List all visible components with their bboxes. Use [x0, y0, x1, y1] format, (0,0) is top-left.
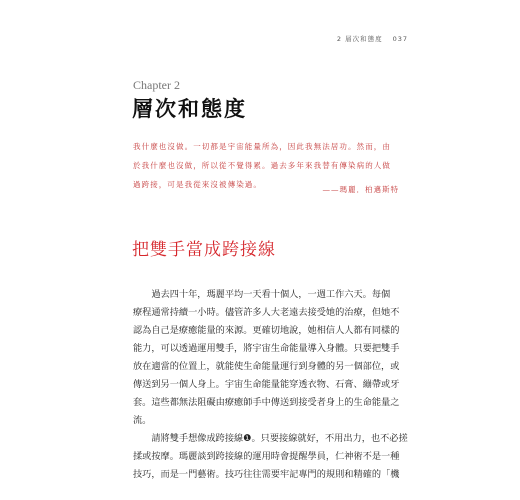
body-line: 認為自己是療癒能量的來源。更確切地說，她相信人人都有同樣的 — [133, 325, 400, 336]
page-number: 037 — [392, 35, 408, 43]
epigraph-line: 我什麼也沒做。一切都是宇宙能量所為，因此我無法居功。然而，由 — [133, 142, 391, 151]
body-line: 療程通常持續一小時。儘管許多人大老遠去接受她的治療，但她不 — [133, 307, 400, 318]
epigraph-line: 於我什麼也沒做，所以從不覺得累。過去多年來我替有傳染病的人做 — [133, 161, 391, 170]
body-line: 流。 — [133, 415, 152, 426]
body-line: 請將雙手想像成跨接線❶。只要接線就好，不用出力，也不必搓 — [133, 433, 408, 444]
running-head — [337, 34, 408, 43]
body-line: 放在適當的位置上，就能使生命能量運行到身體的另一個部位，或 — [133, 361, 400, 372]
body-line: 過去四十年，瑪麗平均一天看十個人，一週工作六天。每個 — [133, 289, 391, 300]
epigraph-line: 過跨接，可是我從來沒被傳染過。 — [133, 180, 262, 189]
body-line: 套。這些都無法阻礙由療癒師手中傳送到接受者身上的生命能量之 — [133, 397, 400, 408]
chapter-label: Chapter 2 — [133, 78, 180, 92]
body-line: 傳送到另一個人身上。宇宙生命能量能穿透衣物、石膏、繃帶或牙 — [133, 379, 400, 390]
body-line: 能力，可以透過運用雙手，將宇宙生命能量導入身體。只要把雙手 — [133, 343, 400, 354]
running-head-chapter: 2 層次和態度 — [336, 35, 383, 43]
section-heading: 把雙手當成跨接線 — [132, 240, 276, 260]
chapter-title: 層次和態度 — [132, 97, 247, 121]
epigraph-attribution: ——瑪麗．柏邁斯特 — [322, 185, 399, 194]
body-line: 技巧，而是一門藝術。技巧往往需要牢記專門的規則和精確的「機 — [133, 469, 400, 480]
body-line: 揉或按摩。瑪麗談到跨接線的運用時會提醒學員，仁神術不是一種 — [133, 451, 400, 462]
body-text — [133, 286, 409, 484]
